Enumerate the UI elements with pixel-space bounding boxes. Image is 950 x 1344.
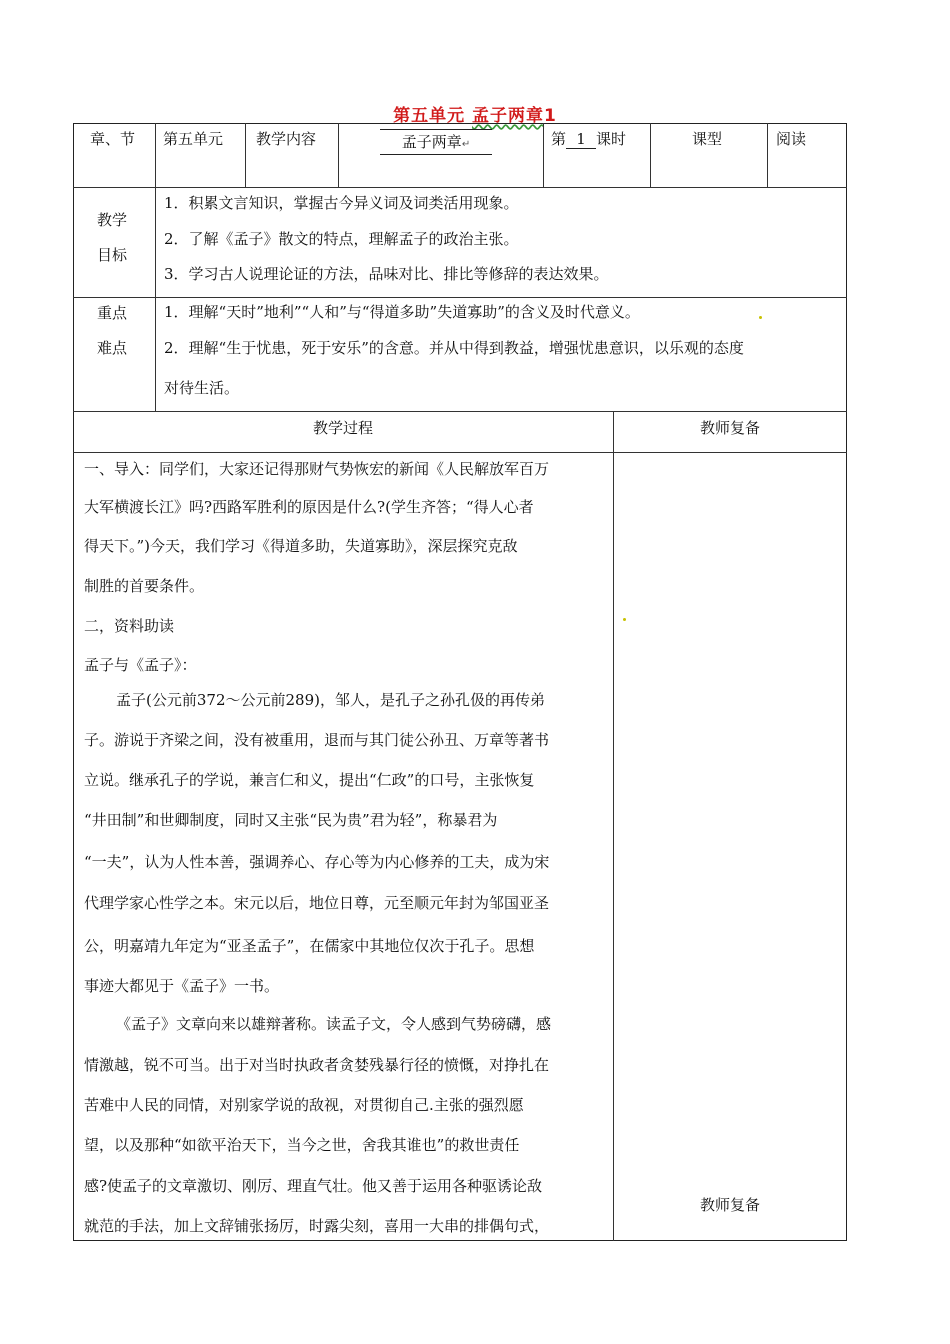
row-divider <box>73 187 847 188</box>
row-divider <box>73 297 847 298</box>
process-line: 感?使孟子的文章激切、刚厉、理直气壮。他又善于运用各种驱诱论敌 <box>84 1177 543 1195</box>
goals-label-1: 教学 <box>97 211 128 229</box>
marker-dot <box>759 316 762 319</box>
type-value: 阅读 <box>776 130 807 148</box>
content-label: 教学内容 <box>256 130 317 148</box>
keypoint-item: 2．理解“生于忧患，死于安乐”的含意。并从中得到教益，增强忧患意识，以乐观的态度 <box>164 339 744 357</box>
chapter-label: 章、节 <box>90 130 136 148</box>
process-line: 公，明嘉靖九年定为“亚圣孟子”，在儒家中其地位仅次于孔子。思想 <box>84 937 535 955</box>
marker-dot <box>623 618 626 621</box>
process-line: 立说。继承孔子的学说，兼言仁和义，提出“仁政”的口号，主张恢复 <box>84 771 535 789</box>
process-line: 得天下。”)今天，我们学习《得道多助，失道寡助》，深层探究克敌 <box>84 537 518 555</box>
process-line: “一夫”，认为人性本善，强调养心、存心等为内心修养的工夫，成为宋 <box>84 853 550 871</box>
row-divider <box>73 452 847 453</box>
keypoint-item: 1．理解“天时”地利”“人和”与“得道多助”失道寡助”的含义及时代意义。 <box>164 303 640 321</box>
title-unit: 第五单元 <box>393 106 466 126</box>
process-header: 教学过程 <box>312 419 373 437</box>
process-line: 大军横渡长江》吗?西路军胜利的原因是什么?(学生齐答；“得人心者 <box>84 498 534 516</box>
column-divider <box>245 123 246 187</box>
review-header: 教师复备 <box>699 419 760 437</box>
column-divider <box>155 123 156 411</box>
keypoints-label-1: 重点 <box>97 304 128 322</box>
row-divider <box>73 411 847 412</box>
process-line: “井田制”和世卿制度，同时又主张“民为贵”君为轻”，称暴君为 <box>84 811 498 829</box>
process-line: 《孟子》文章向来以雄辩著称。读孟子文，令人感到气势磅礴，感 <box>116 1015 552 1033</box>
process-line: 就范的手法，加上文辞铺张扬厉，时露尖刻，喜用一大串的排偶句式， <box>84 1217 550 1235</box>
column-divider <box>767 123 768 187</box>
process-line: 事迹大都见于《孟子》一书。 <box>84 977 280 995</box>
process-line: 代理学家心性学之本。宋元以后，地位日尊，元至顺元年封为邹国亚圣 <box>84 894 550 912</box>
goal-item: 1．积累文言知识，掌握古今异义词及词类活用现象。 <box>164 194 519 212</box>
review-footer: 教师复备 <box>699 1196 760 1214</box>
goals-label-2: 目标 <box>97 246 128 264</box>
content-value: 孟子两章↵ <box>380 130 492 155</box>
process-line: 制胜的首要条件。 <box>84 577 205 595</box>
process-line: 一、导入：同学们，大家还记得那财气势恢宏的新闻《人民解放军百万 <box>84 460 550 478</box>
goal-item: 3．学习古人说理论证的方法，品味对比、排比等修辞的表达效果。 <box>164 265 609 283</box>
title-number: 1 <box>544 106 557 126</box>
process-line: 苦难中人民的同情，对别家学说的敌视，对贯彻自己.主张的强烈愿 <box>84 1096 524 1114</box>
process-line: 望，以及那种“如欲平治天下，当今之世，舍我其谁也”的救世责任 <box>84 1136 520 1154</box>
column-divider <box>338 123 339 187</box>
keypoints-label-2: 难点 <box>97 339 128 357</box>
keypoint-item: 对待生活。 <box>164 379 240 397</box>
process-line: 孟子(公元前372～公元前289)，邹人，是孔子之孙孔伋的再传弟 <box>116 691 545 709</box>
process-line: 情激越，锐不可当。出于对当时执政者贪婪残暴行径的愤慨，对挣扎在 <box>84 1056 550 1074</box>
column-divider <box>650 123 651 187</box>
title-lesson: 孟子两章 <box>472 106 545 126</box>
column-divider <box>543 123 544 187</box>
process-line: 子。游说于齐梁之间，没有被重用，退而与其门徒公孙丑、万章等著书 <box>84 731 550 749</box>
unit-value: 第五单元 <box>163 130 224 148</box>
type-label: 课型 <box>692 130 723 148</box>
column-divider <box>613 411 614 1241</box>
process-line: 二，资料助读 <box>84 617 175 635</box>
process-line: 孟子与《孟子》： <box>84 656 197 674</box>
goal-item: 2．了解《孟子》散文的特点，理解孟子的政治主张。 <box>164 230 519 248</box>
lesson-count: 第 1 课时 <box>551 130 627 148</box>
